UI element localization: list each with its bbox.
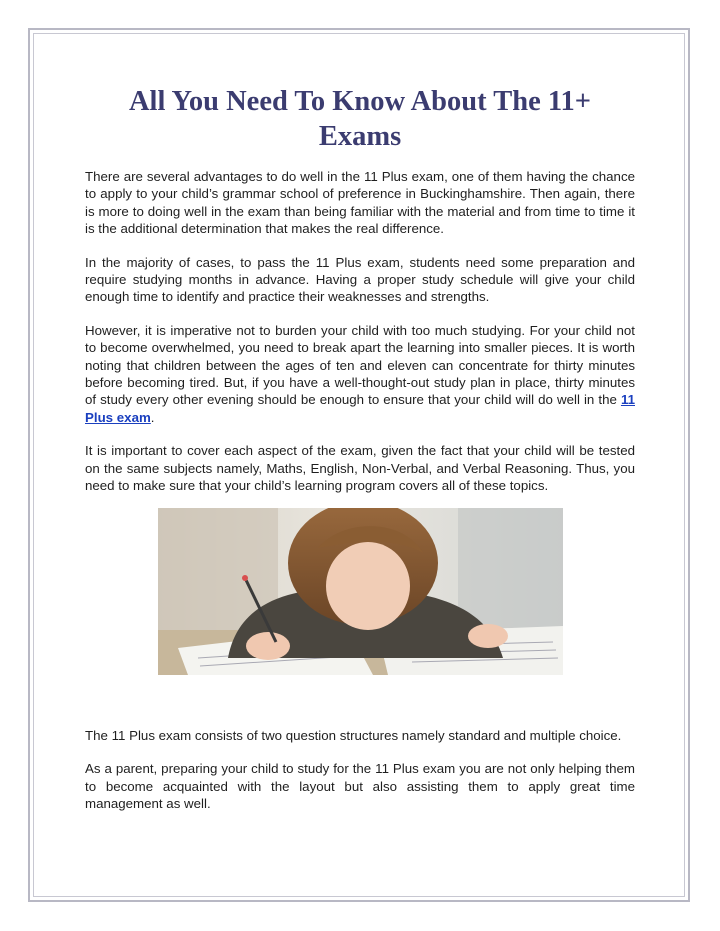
document-body xyxy=(85,84,635,511)
paragraph-2: In the majority of cases, to pass the 11 Plus exam, students need some preparation and require studying months in advance. Having a proper study schedule will give your child enough time to identify and practice their weaknesses and strengths. xyxy=(85,254,635,305)
paragraph-5: The 11 Plus exam consists of two question structures namely standard and multiple choice. xyxy=(85,728,622,743)
paragraph-6: As a parent, preparing your child to study for the 11 Plus exam you are not only helping them to become acquainted with the layout but also assisting them to apply great time management as well. xyxy=(85,761,635,812)
article-text xyxy=(85,168,635,495)
paragraph-3-text: However, it is imperative not to burden your child with too much studying. For your child not to become overwhelmed, you need to break apart the learning into smaller pieces. It is worth noting that children between the ages of ten and eleven can concentrate for thirty minutes before becoming tired. But, if you have a well-thought-out study plan in place, thirty minutes of study every other evening should be enough to ensure that your child will do well in the xyxy=(85,322,635,408)
paragraph-4: It is important to cover each aspect of the exam, given the fact that your child will be tested on the same subjects namely, Maths, English, Non-Verbal, and Verbal Reasoning. Thus, you need to make sure that your child’s learning program covers all of these topics. xyxy=(85,443,635,494)
document-title: All You Need To Know About The 11+ Exams xyxy=(128,86,592,152)
paragraph-1: There are several advantages to do well in the 11 Plus exam, one of them having the chance to apply to your child’s grammar school of preference in Buckinghamshire. Then again, there is more to doing well in the exam than being familiar with the material and from time to time it is the additional determination that makes the real difference. xyxy=(85,169,635,237)
eleven-plus-exam-link[interactable]: 11 Plus exam xyxy=(85,392,635,425)
paragraph-3-end: . xyxy=(150,409,155,425)
lower-text xyxy=(85,727,635,829)
paragraph-3 xyxy=(85,322,635,426)
child-studying-photo xyxy=(158,508,563,675)
